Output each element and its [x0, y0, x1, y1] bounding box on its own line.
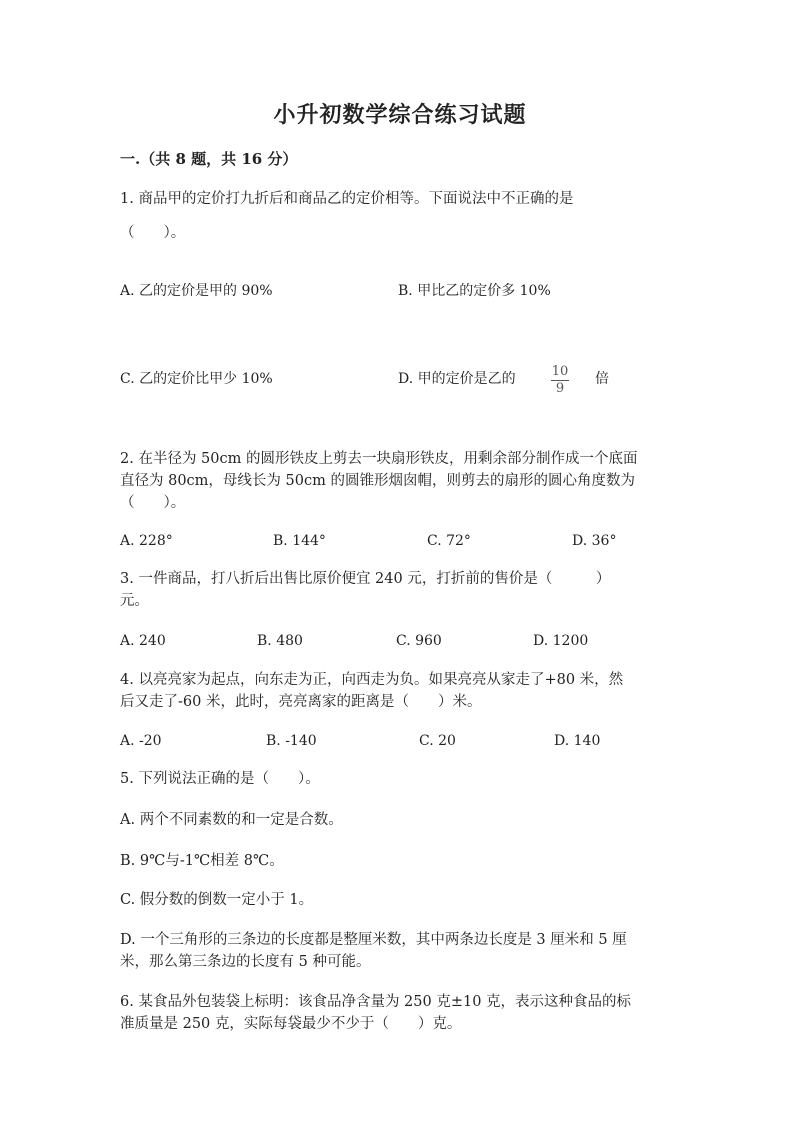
q6-line-1: 6. 某食品外包装袋上标明：该食品净含量为 250 克±10 克，表示这种食品的标 [120, 994, 632, 1010]
q1-fraction-numerator: 10 [551, 364, 569, 379]
q1-option-c: C. 乙的定价比甲少 10% [120, 371, 273, 387]
q3-option-d: D. 1200 [533, 633, 589, 649]
q4-line-1: 4. 以亮亮家为起点，向东走为正，向西走为负。如果亮亮从家走了+80 米，然 [120, 672, 624, 688]
q2-line-2: 直径为 80cm，母线长为 50cm 的圆锥形烟囱帽，则剪去的扇形的圆心角度数为 [120, 473, 635, 489]
q2-option-b: B. 144° [273, 533, 326, 549]
q1-option-d [398, 369, 516, 389]
q3-option-c: C. 960 [396, 633, 442, 649]
q1-option-d-suffix: 倍 [595, 371, 609, 387]
q3-option-a: A. 240 [120, 633, 166, 649]
q1-blank: （ ）。 [120, 225, 186, 241]
q4-option-c: C. 20 [419, 733, 456, 749]
q4-option-a: A. -20 [120, 733, 162, 749]
q2-line-1: 2. 在半径为 50cm 的圆形铁皮上剪去一块扇形铁皮，用剩余部分制作成一个底面 [120, 451, 638, 467]
q1-stem: 1. 商品甲的定价打九折后和商品乙的定价相等。下面说法中不正确的是 [120, 191, 574, 207]
q2-option-d: D. 36° [572, 533, 617, 549]
q2-option-a: A. 228° [120, 533, 173, 549]
page-title: 小升初数学综合练习试题 [273, 102, 527, 128]
q6-line-2: 准质量是 250 克，实际每袋最少不少于（ ）克。 [120, 1016, 462, 1032]
q3-option-b: B. 480 [257, 633, 303, 649]
q1-option-b: B. 甲比乙的定价多 10% [398, 283, 551, 299]
q5-option-b: B. 9℃与-1℃相差 8℃。 [120, 853, 284, 869]
q5-option-d-line-1: D. 一个三角形的三条边的长度都是整厘米数，其中两条边长度是 3 厘米和 5 厘 [120, 932, 627, 948]
q3-line-1: 3. 一件商品，打八折后出售比原价便宜 240 元，打折前的售价是（ ） [120, 571, 611, 587]
q2-option-c: C. 72° [427, 533, 471, 549]
q3-line-2: 元。 [120, 593, 149, 609]
q5-option-d-line-2: 米，那么第三条边的长度有 5 种可能。 [120, 954, 371, 970]
q4-option-d: D. 140 [554, 733, 601, 749]
q2-line-3: （ ）。 [120, 495, 186, 511]
q1-fraction-denominator: 9 [555, 381, 565, 396]
q5-stem: 5. 下列说法正确的是（ ）。 [120, 771, 320, 787]
q5-option-c: C. 假分数的倒数一定小于 1。 [120, 892, 314, 908]
q1-fraction [551, 365, 569, 396]
q5-option-a: A. 两个不同素数的和一定是合数。 [120, 812, 343, 828]
q4-option-b: B. -140 [266, 733, 317, 749]
section-heading: 一.（共 8 题，共 16 分） [120, 150, 298, 168]
q1-option-a: A. 乙的定价是甲的 90% [120, 283, 273, 299]
q4-line-2: 后又走了-60 米，此时，亮亮离家的距离是（ ）米。 [120, 694, 482, 710]
q1-option-d-prefix: D. 甲的定价是乙的 [398, 371, 516, 387]
